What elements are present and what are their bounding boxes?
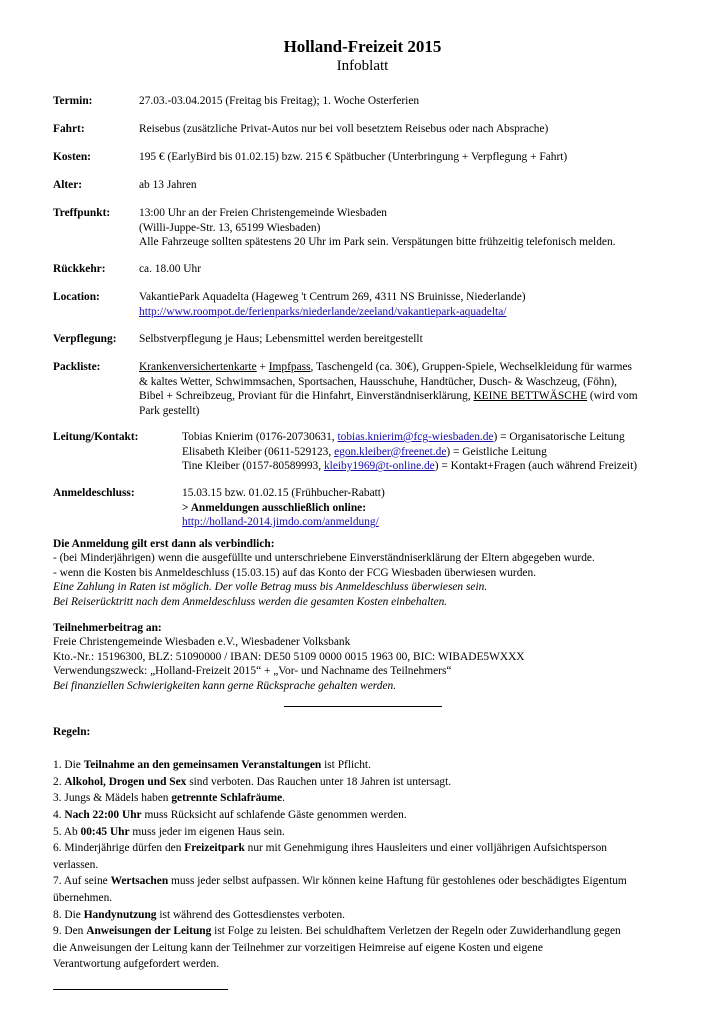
- regel-continuation: übernehmen.: [53, 891, 113, 904]
- regel-text: 9. Den: [53, 925, 87, 938]
- rueckkehr-value: ca. 18.00 Uhr: [139, 263, 201, 275]
- regel-continuation: Verantwortung aufgefordert werden.: [53, 958, 220, 971]
- regel-item: [53, 907, 693, 924]
- regel-text: muss Rücksicht auf schlafende Gäste genommen werden.: [141, 808, 407, 821]
- kosten-value: 195 € (EarlyBird bis 01.02.15) bzw. 215 € Spätbucher (Unterbringung + Verpflegung + Fahrt): [139, 151, 568, 163]
- anmeldeschluss-label: Anmeldeschluss:: [53, 487, 135, 499]
- anmeldeschluss-dates: 15.03.15 bzw. 01.02.15 (Frühbucher-Rabatt): [182, 487, 385, 499]
- verbindlich-condition: - wenn die Kosten bis Anmeldeschluss (15.03.15) auf das Konto der FCG Wiesbaden überwiesen wurden.: [53, 566, 537, 579]
- packliste-value: [139, 360, 699, 418]
- packliste-label: Packliste:: [53, 361, 101, 373]
- regel-continuation: verlassen.: [53, 858, 99, 871]
- location-value: [139, 290, 699, 319]
- document-subtitle: Infoblatt: [336, 58, 389, 74]
- email-link[interactable]: kleiby1969@t-online.de: [323, 460, 435, 473]
- document-title: Holland-Freizeit 2015: [283, 37, 442, 56]
- verpflegung-label: Verpflegung:: [53, 333, 117, 345]
- regel-text: 5. Ab: [53, 825, 81, 838]
- regel-item: [53, 790, 693, 807]
- contact-text: Elisabeth Kleiber (0611-529123,: [182, 445, 335, 458]
- alter-value: ab 13 Jahren: [139, 179, 197, 191]
- contact-role: ) = Organisatorische Leitung: [493, 431, 625, 443]
- verbindlich-note: Eine Zahlung in Raten ist möglich. Der volle Betrag muss bis Anmeldeschluss überwiesen sein.: [53, 581, 488, 594]
- treffpunkt-line: 13:00 Uhr an der Freien Christengemeinde Wiesbaden: [139, 207, 387, 219]
- termin-value: 27.03.-03.04.2015 (Freitag bis Freitag); 1. Woche Osterferien: [139, 95, 420, 107]
- leitung-value: [182, 430, 702, 474]
- regel-text: ist Pflicht.: [321, 759, 371, 772]
- beitrag-section: [53, 621, 693, 693]
- verbindlich-condition: - (bei Minderjährigen) wenn die ausgefüllte und unterschriebene Einverständniserklärung der Eltern abgegeben wurde.: [53, 552, 595, 565]
- treffpunkt-address: (Willi-Juppe-Str. 13, 65199 Wiesbaden): [139, 221, 321, 234]
- beitrag-bank: Freie Christengemeinde Wiesbaden e.V., Wiesbadener Volksbank: [53, 636, 351, 649]
- regel-text: sind verboten. Das Rauchen unter 18 Jahren ist untersagt.: [186, 775, 452, 788]
- regeln-section: [53, 724, 693, 973]
- regel-item: [53, 840, 693, 857]
- beitrag-purpose: Verwendungszweck: „Holland-Freizeit 2015“ + „Vor- und Nachname des Teilnehmers“: [53, 665, 452, 678]
- contact-text: Tobias Knierim (0176-20730631,: [182, 431, 338, 443]
- regel-item: [53, 923, 693, 940]
- regel-emphasis: Nach 22:00 Uhr: [64, 808, 142, 821]
- regel-emphasis: 00:45 Uhr: [80, 825, 130, 838]
- regel-emphasis: Freizeitpark: [184, 842, 245, 855]
- anmeldung-link[interactable]: http://holland-2014.jimdo.com/anmeldung/: [182, 516, 379, 529]
- packliste-item: Krankenversichertenkarte: [139, 361, 257, 373]
- packliste-text: (wird vom: [587, 390, 638, 403]
- location-address: VakantiePark Aquadelta (Hageweg 't Centrum 269, 4311 NS Bruinisse, Niederlande): [139, 291, 526, 303]
- regel-text: 6. Minderjährige dürfen den: [53, 842, 185, 855]
- regel-item: [53, 824, 693, 841]
- anmeldeschluss-online-note: > Anmeldungen ausschließlich online:: [182, 501, 367, 514]
- packliste-line: Park gestellt): [139, 404, 200, 417]
- regel-text: 7. Auf seine: [53, 875, 111, 888]
- location-label: Location:: [53, 291, 100, 303]
- contact-role: ) = Geistliche Leitung: [446, 445, 547, 458]
- termin-label: Termin:: [53, 95, 93, 107]
- treffpunkt-label: Treffpunkt:: [53, 207, 111, 219]
- beitrag-note: Bei finanziellen Schwierigkeiten kann gerne Rücksprache gehalten werden.: [53, 679, 397, 692]
- verbindlich-note: Bei Reiserücktritt nach dem Anmeldeschluss werden die gesamten Kosten einbehalten.: [53, 595, 448, 608]
- anmeldeschluss-value: [182, 486, 702, 530]
- kosten-label: Kosten:: [53, 151, 91, 163]
- packliste-text: , Taschengeld (ca. 30€), Gruppen-Spiele, Wechselkleidung für warmes: [310, 361, 632, 373]
- contact-role: ) = Kontakt+Fragen (auch während Freizeit): [434, 460, 638, 473]
- regel-text: nur mit Genehmigung ihres Hausleiters und einer volljährigen Aufsichtsperson: [244, 842, 608, 855]
- beitrag-heading: Teilnehmerbeitrag an:: [53, 622, 162, 634]
- verpflegung-value: Selbstverpflegung je Haus; Lebensmittel werden bereitgestellt: [139, 333, 423, 345]
- packliste-text: Bibel + Schreibzeug, Proviant für die Hinfahrt, Einverständniserklärung,: [139, 390, 474, 403]
- regel-text: muss jeder im eigenen Haus sein.: [129, 825, 285, 838]
- fahrt-value: Reisebus (zusätzliche Privat-Autos nur bei voll besetztem Reisebus oder nach Absprache): [139, 123, 549, 135]
- beitrag-account: Kto.-Nr.: 15196300, BLZ: 51090000 / IBAN: DE50 5109 0000 0015 1963 00, BIC: WIBADE5WXXX: [53, 650, 525, 663]
- packliste-item: KEINE BETTWÄSCHE: [473, 390, 588, 403]
- email-link[interactable]: egon.kleiber@freenet.de: [334, 445, 447, 458]
- packliste-separator: +: [256, 361, 269, 373]
- regel-text: ist Folge zu leisten. Bei schuldhaftem Verletzen der Regeln oder Zuwiderhandlung gegen: [211, 925, 621, 938]
- regel-text: 8. Die: [53, 908, 84, 921]
- regel-item: [53, 807, 693, 824]
- regel-text: .: [282, 792, 286, 805]
- email-link[interactable]: tobias.knierim@fcg-wiesbaden.de: [337, 431, 494, 443]
- treffpunkt-note: Alle Fahrzeuge sollten spätestens 20 Uhr im Park sein. Verspätungen bitte frühzeitig telefonisch melden.: [139, 236, 616, 249]
- regel-spacer: [53, 741, 693, 758]
- verbindlich-heading: Die Anmeldung gilt erst dann als verbindlich:: [53, 538, 275, 550]
- regel-emphasis: Wertsachen: [110, 875, 169, 888]
- regeln-heading: Regeln:: [53, 726, 91, 738]
- packliste-item: Impfpass: [268, 361, 311, 373]
- regel-emphasis: getrennte Schlafräume: [171, 792, 283, 805]
- section-divider: [284, 706, 442, 707]
- footnote-divider: [53, 989, 228, 990]
- leitung-contact: [182, 445, 702, 460]
- regel-emphasis: Teilnahme an den gemeinsamen Veranstaltungen: [83, 759, 322, 772]
- alter-label: Alter:: [53, 179, 83, 191]
- rueckkehr-label: Rückkehr:: [53, 263, 106, 275]
- contact-text: Tine Kleiber (0157-80589993,: [182, 460, 324, 473]
- leitung-contact: [182, 430, 702, 445]
- regel-text: 4.: [53, 808, 65, 821]
- regel-item: [53, 774, 693, 791]
- leitung-contact: [182, 459, 702, 474]
- regel-emphasis: Anweisungen der Leitung: [86, 925, 212, 938]
- packliste-line: & kaltes Wetter, Schwimmsachen, Sportsachen, Hausschuhe, Handtücher, Dusch- & Waschzeug, (Föhn),: [139, 375, 617, 388]
- leitung-label: Leitung/Kontakt:: [53, 431, 139, 443]
- packliste-line: [139, 389, 699, 404]
- regel-text: 1. Die: [53, 759, 84, 772]
- regel-text: 2.: [53, 775, 65, 788]
- regel-emphasis: Alkohol, Drogen und Sex: [64, 775, 187, 788]
- regel-continuation: die Anweisungen der Leitung kann der Teilnehmer zur vorzeitigen Heimreise auf eigene Kosten und eigene: [53, 941, 543, 954]
- verbindlich-section: [53, 537, 693, 609]
- packliste-line: [139, 360, 699, 375]
- location-link[interactable]: http://www.roompot.de/ferienparks/niederlande/zeeland/vakantiepark-aquadelta/: [139, 305, 507, 318]
- fahrt-label: Fahrt:: [53, 123, 85, 135]
- regel-emphasis: Handynutzung: [83, 908, 157, 921]
- regel-text: ist während des Gottesdienstes verboten.: [156, 908, 346, 921]
- regel-item: [53, 873, 693, 890]
- regel-text: 3. Jungs & Mädels haben: [53, 792, 172, 805]
- regel-text: muss jeder selbst aufpassen. Wir können keine Haftung für gestohlenes oder beschädigtes Eigentum: [168, 875, 627, 888]
- regel-item: [53, 757, 693, 774]
- treffpunkt-value: [139, 206, 699, 250]
